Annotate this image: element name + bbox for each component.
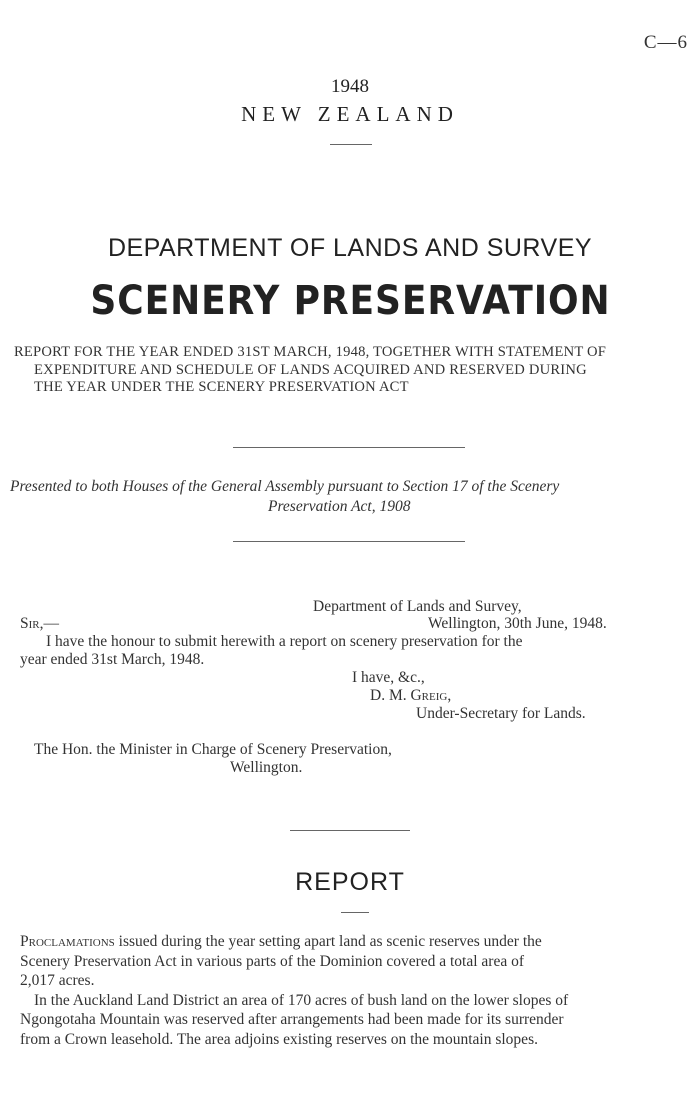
subtitle-line: REPORT FOR THE YEAR ENDED 31ST MARCH, 1948, TOGETHER WITH STATEMENT OF	[14, 344, 607, 360]
report-heading: REPORT	[295, 868, 405, 896]
lead-word: Proclamations	[20, 933, 115, 950]
letter-signatory: D. M. Greig,	[370, 687, 452, 704]
letter-addressee: The Hon. the Minister in Charge of Scenery Preservation,	[34, 741, 392, 758]
report-year: 1948	[331, 76, 369, 97]
report-text: issued during the year setting apart land as scenic reserves under the	[114, 933, 542, 950]
report-line	[20, 932, 682, 952]
report-line: from a Crown leasehold. The area adjoins existing reserves on the mountain slopes.	[20, 1030, 538, 1048]
letter-signatory-title: Under-Secretary for Lands.	[416, 705, 586, 722]
country-name: NEW ZEALAND	[241, 102, 459, 126]
subtitle-line: THE YEAR UNDER THE SCENERY PRESERVATION ACT	[34, 379, 409, 395]
divider-rule	[341, 912, 369, 913]
presentation-note	[10, 477, 700, 517]
letter-addressee-city: Wellington.	[230, 759, 303, 776]
letter-body: year ended 31st March, 1948.	[20, 651, 205, 668]
subtitle-line: EXPENDITURE AND SCHEDULE OF LANDS ACQUIRED AND RESERVED DURING	[34, 361, 587, 378]
divider-rule	[233, 541, 465, 542]
letter-body: I have the honour to submit herewith a report on scenery preservation for the	[46, 633, 523, 650]
department-name: DEPARTMENT OF LANDS AND SURVEY	[107, 234, 593, 262]
report-subtitle	[14, 344, 694, 397]
report-line: 2,017 acres.	[20, 972, 95, 989]
divider-rule	[290, 830, 410, 831]
letter-salutation: Sir,—	[20, 615, 59, 632]
document-code: C—6	[643, 32, 688, 53]
letter-place-date: Wellington, 30th June, 1948.	[428, 615, 607, 632]
report-line: In the Auckland Land District an area of 170 acres of bush land on the lower slopes of	[34, 991, 569, 1009]
presented-line: Preservation Act, 1908	[268, 498, 411, 515]
letter-closing: I have, &c.,	[352, 669, 425, 686]
presented-line: Presented to both Houses of the General Assembly pursuant to Section 17 of the Scenery	[10, 478, 560, 495]
report-line: Ngongotaha Mountain was reserved after arrangements had been made for its surrender	[20, 1011, 564, 1028]
divider-rule	[233, 447, 465, 448]
report-line: Scenery Preservation Act in various parts of the Dominion covered a total area of	[20, 952, 525, 970]
document-title: SCENERY PRESERVATION	[90, 278, 611, 324]
report-body	[20, 932, 682, 1049]
divider-rule	[330, 144, 372, 145]
letter-office: Department of Lands and Survey,	[313, 598, 522, 615]
